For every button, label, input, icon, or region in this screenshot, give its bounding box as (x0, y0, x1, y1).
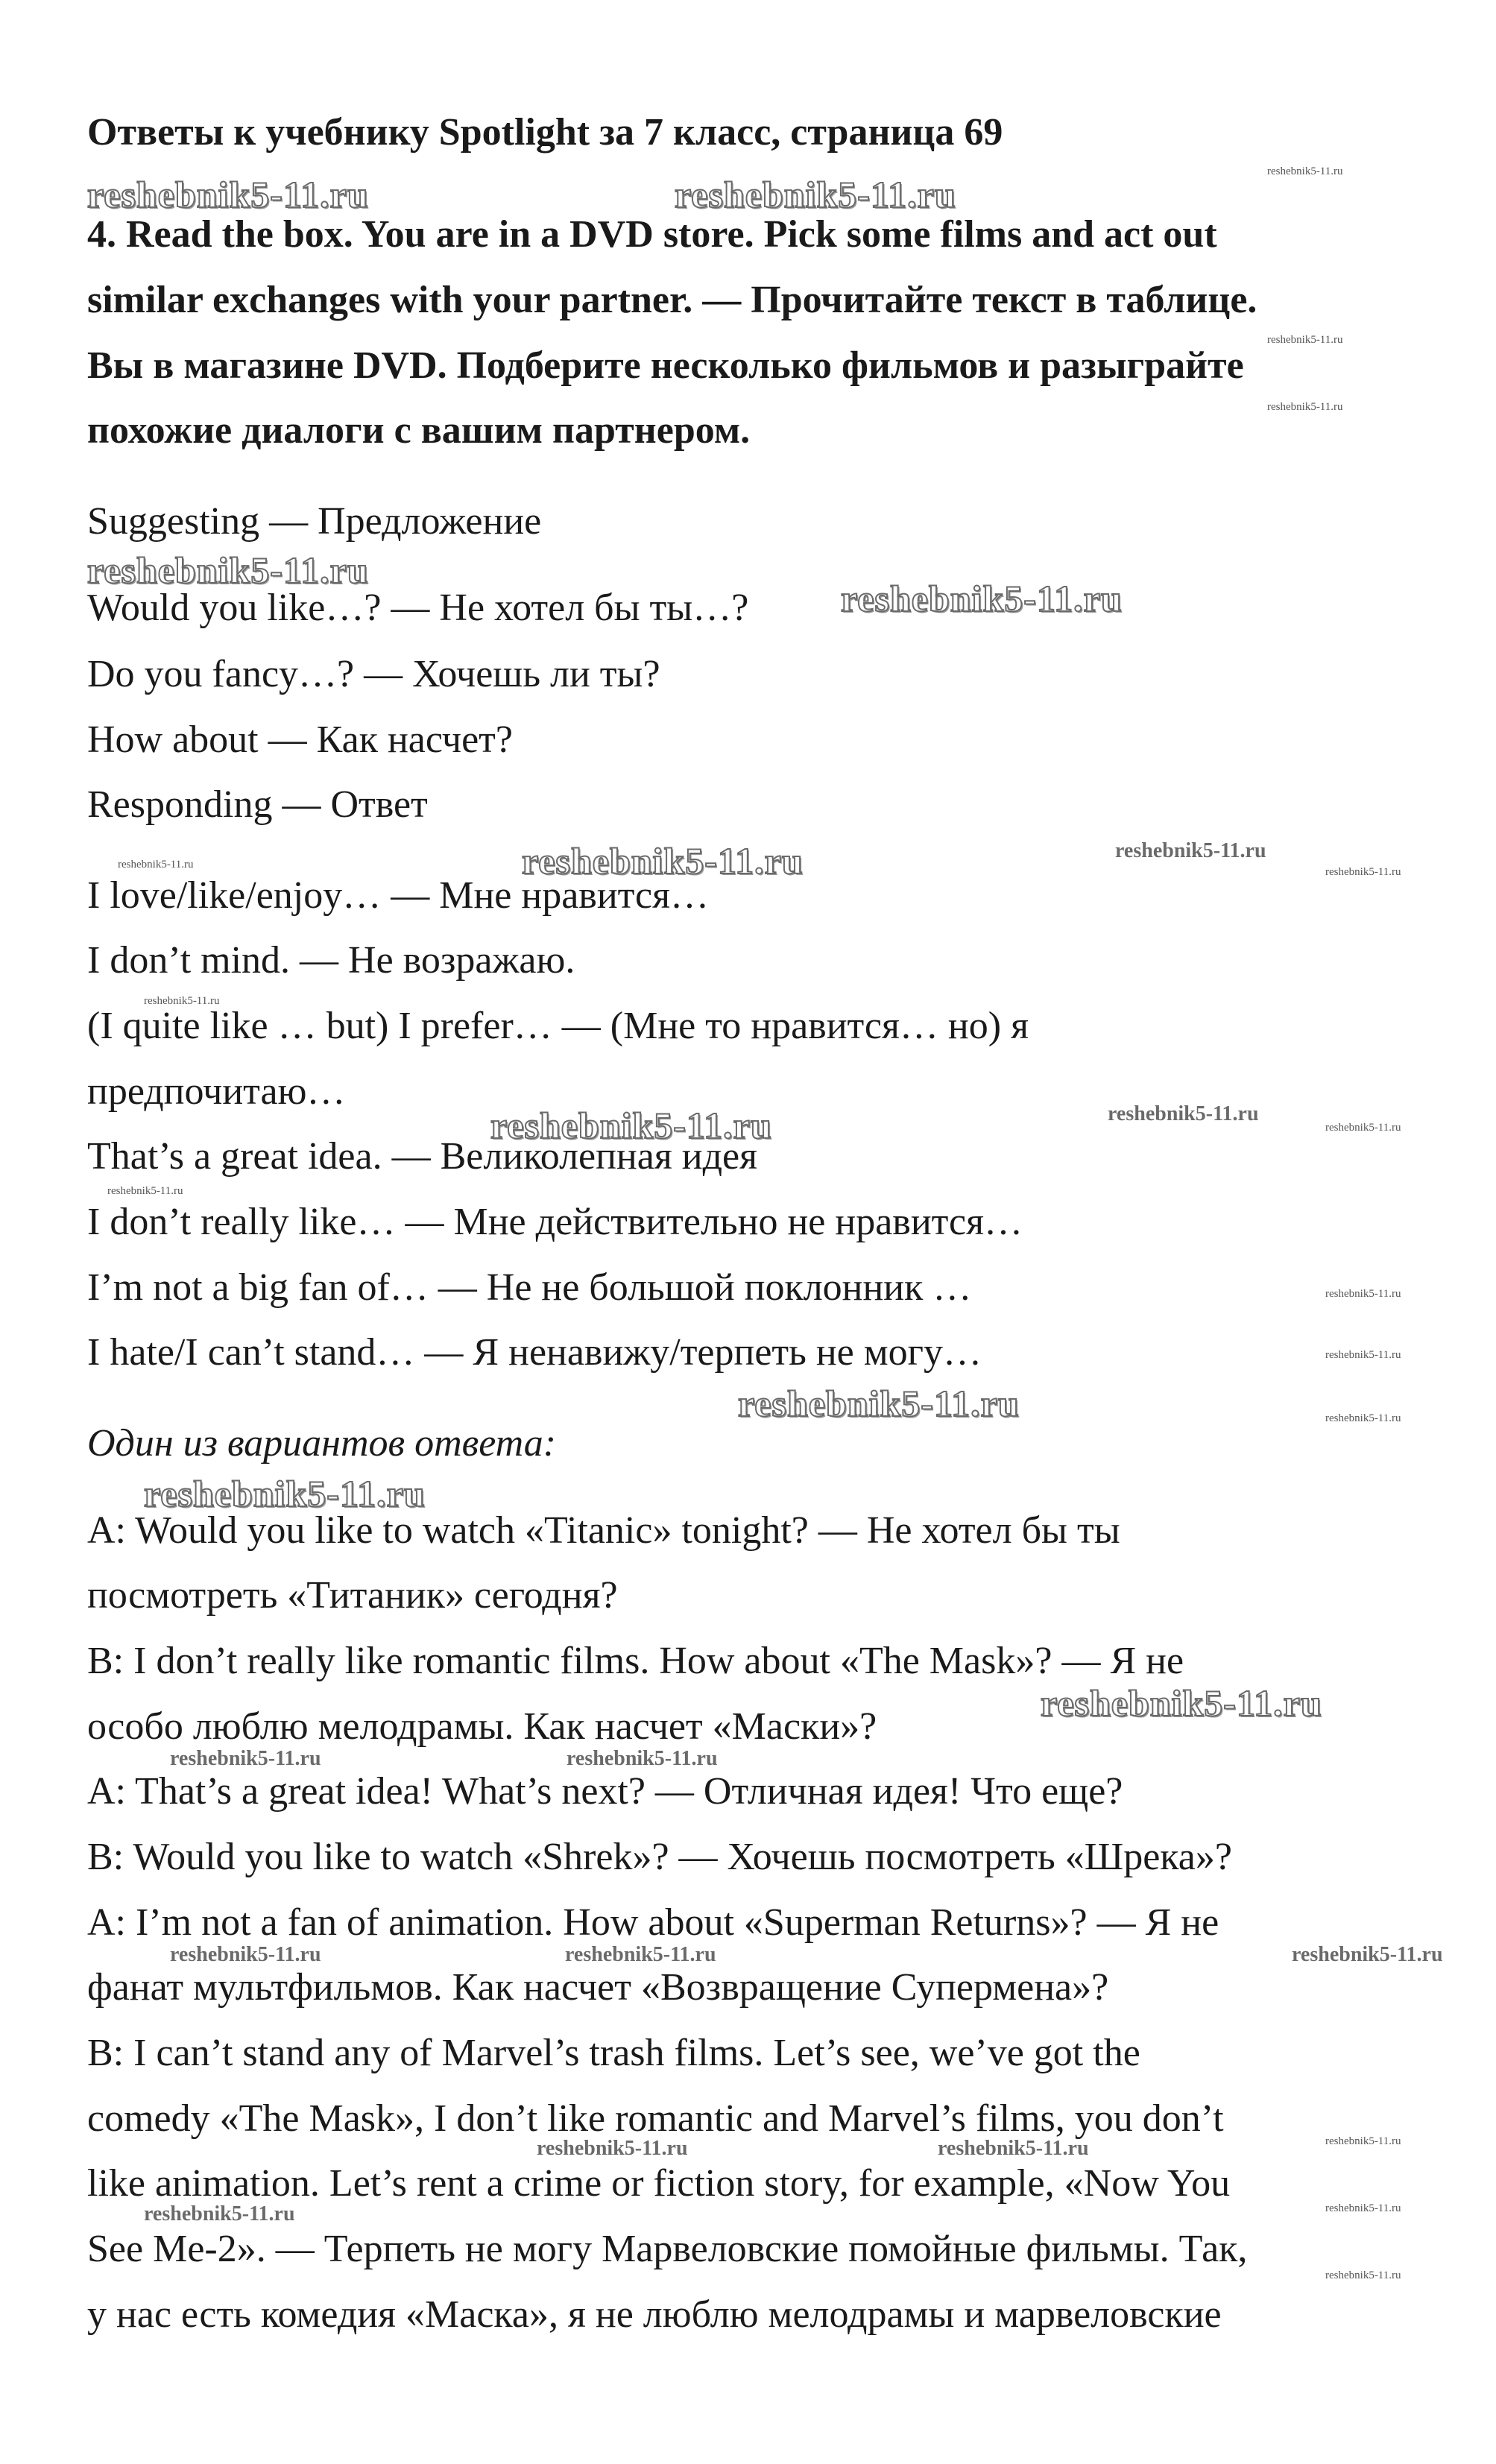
answer-heading: Один из вариантов ответа: (87, 1422, 557, 1465)
watermark: reshebnik5-11.ru (522, 840, 804, 882)
task-line-2: similar exchanges with your partner. — Прочитайте текст в таблице. (87, 279, 1257, 321)
page-title: Ответы к учебнику Spotlight за 7 класс, страница 69 (87, 111, 1003, 154)
phrase-line: I don’t mind. — Не возражаю. (87, 939, 575, 982)
watermark: reshebnik5-11.ru (675, 174, 956, 215)
watermark: reshebnik5-11.ru (144, 995, 220, 1007)
watermark: reshebnik5-11.ru (107, 1185, 183, 1197)
phrase-line: предпочитаю… (87, 1070, 346, 1113)
watermark: reshebnik5-11.ru (1325, 2135, 1401, 2147)
phrase-line: How about — Как насчет? (87, 718, 513, 761)
phrase-line: Responding — Ответ (87, 783, 428, 826)
watermark: reshebnik5-11.ru (566, 1747, 718, 1770)
watermark: reshebnik5-11.ru (144, 2202, 295, 2226)
watermark: reshebnik5-11.ru (537, 2137, 688, 2160)
phrase-line: I hate/I can’t stand… — Я ненавижу/терпеть не могу… (87, 1331, 982, 1374)
dialogue-line: comedy «The Mask», I don’t like romantic and Marvel’s films, you don’t (87, 2097, 1224, 2140)
watermark: reshebnik5-11.ru (1115, 839, 1266, 862)
dialogue-line: A: Would you like to watch «Titanic» tonight? — Не хотел бы ты (87, 1509, 1120, 1552)
phrase-line: Would you like…? — Не хотел бы ты…? (87, 587, 749, 629)
watermark: reshebnik5-11.ru (144, 1473, 426, 1514)
task-line-3: Вы в магазине DVD. Подберите несколько фильмов и разыграйте (87, 344, 1244, 387)
watermark: reshebnik5-11.ru (170, 1943, 321, 1966)
watermark: reshebnik5-11.ru (1267, 401, 1343, 413)
dialogue-line: B: I don’t really like romantic films. How about «The Mask»? — Я не (87, 1640, 1184, 1682)
dialogue-line: A: I’m not a fan of animation. How about «Superman Returns»? — Я не (87, 1901, 1219, 1944)
watermark: reshebnik5-11.ru (1325, 2202, 1401, 2214)
watermark: reshebnik5-11.ru (1325, 1288, 1401, 1300)
watermark: reshebnik5-11.ru (1325, 1412, 1401, 1424)
phrase-line: (I quite like … but) I prefer… — (Мне то нравится… но) я (87, 1005, 1029, 1047)
watermark: reshebnik5-11.ru (87, 549, 369, 591)
phrase-line: I love/like/enjoy… — Мне нравится… (87, 874, 710, 917)
dialogue-line: посмотреть «Титаник» сегодня? (87, 1574, 618, 1617)
phrase-line: I don’t really like… — Мне действительно не нравится… (87, 1201, 1023, 1243)
watermark: reshebnik5-11.ru (738, 1383, 1020, 1424)
dialogue-line: See Me-2». — Терпеть не могу Марвеловские помойные фильмы. Так, (87, 2228, 1248, 2270)
watermark: reshebnik5-11.ru (565, 1943, 716, 1966)
watermark: reshebnik5-11.ru (1325, 2269, 1401, 2281)
dialogue-line: A: That’s a great idea! What’s next? — Отличная идея! Что еще? (87, 1770, 1123, 1813)
watermark: reshebnik5-11.ru (841, 578, 1123, 619)
dialogue-line: like animation. Let’s rent a crime or fiction story, for example, «Now You (87, 2162, 1231, 2205)
dialogue-line: фанат мультфильмов. Как насчет «Возвращение Супермена»? (87, 1966, 1109, 2009)
watermark: reshebnik5-11.ru (1108, 1102, 1259, 1125)
watermark: reshebnik5-11.ru (118, 859, 194, 871)
watermark: reshebnik5-11.ru (1041, 1682, 1322, 1724)
watermark: reshebnik5-11.ru (1267, 334, 1343, 346)
watermark: reshebnik5-11.ru (938, 2137, 1089, 2160)
phrase-line: That’s a great idea. — Великолепная идея (87, 1135, 758, 1178)
watermark: reshebnik5-11.ru (1292, 1943, 1443, 1966)
phrase-line: I’m not a big fan of… — Не не большой поклонник … (87, 1266, 972, 1309)
phrase-line: Suggesting — Предложение (87, 500, 542, 543)
task-line-4: похожие диалоги с вашим партнером. (87, 409, 751, 452)
watermark: reshebnik5-11.ru (1267, 165, 1343, 177)
dialogue-line: B: Would you like to watch «Shrek»? — Хочешь посмотреть «Шрека»? (87, 1836, 1232, 1878)
watermark: reshebnik5-11.ru (1325, 1122, 1401, 1134)
dialogue-line: особо люблю мелодрамы. Как насчет «Маски»? (87, 1705, 877, 1748)
watermark: reshebnik5-11.ru (1325, 1349, 1401, 1361)
phrase-line: Do you fancy…? — Хочешь ли ты? (87, 653, 660, 695)
watermark: reshebnik5-11.ru (490, 1105, 772, 1146)
watermark: reshebnik5-11.ru (1325, 866, 1401, 878)
dialogue-line: у нас есть комедия «Маска», я не люблю мелодрамы и марвеловские (87, 2293, 1222, 2336)
watermark: reshebnik5-11.ru (87, 174, 369, 215)
dialogue-line: B: I can’t stand any of Marvel’s trash films. Let’s see, we’ve got the (87, 2032, 1140, 2074)
task-line-1: 4. Read the box. You are in a DVD store. Pick some films and act out (87, 213, 1217, 256)
watermark: reshebnik5-11.ru (170, 1747, 321, 1770)
